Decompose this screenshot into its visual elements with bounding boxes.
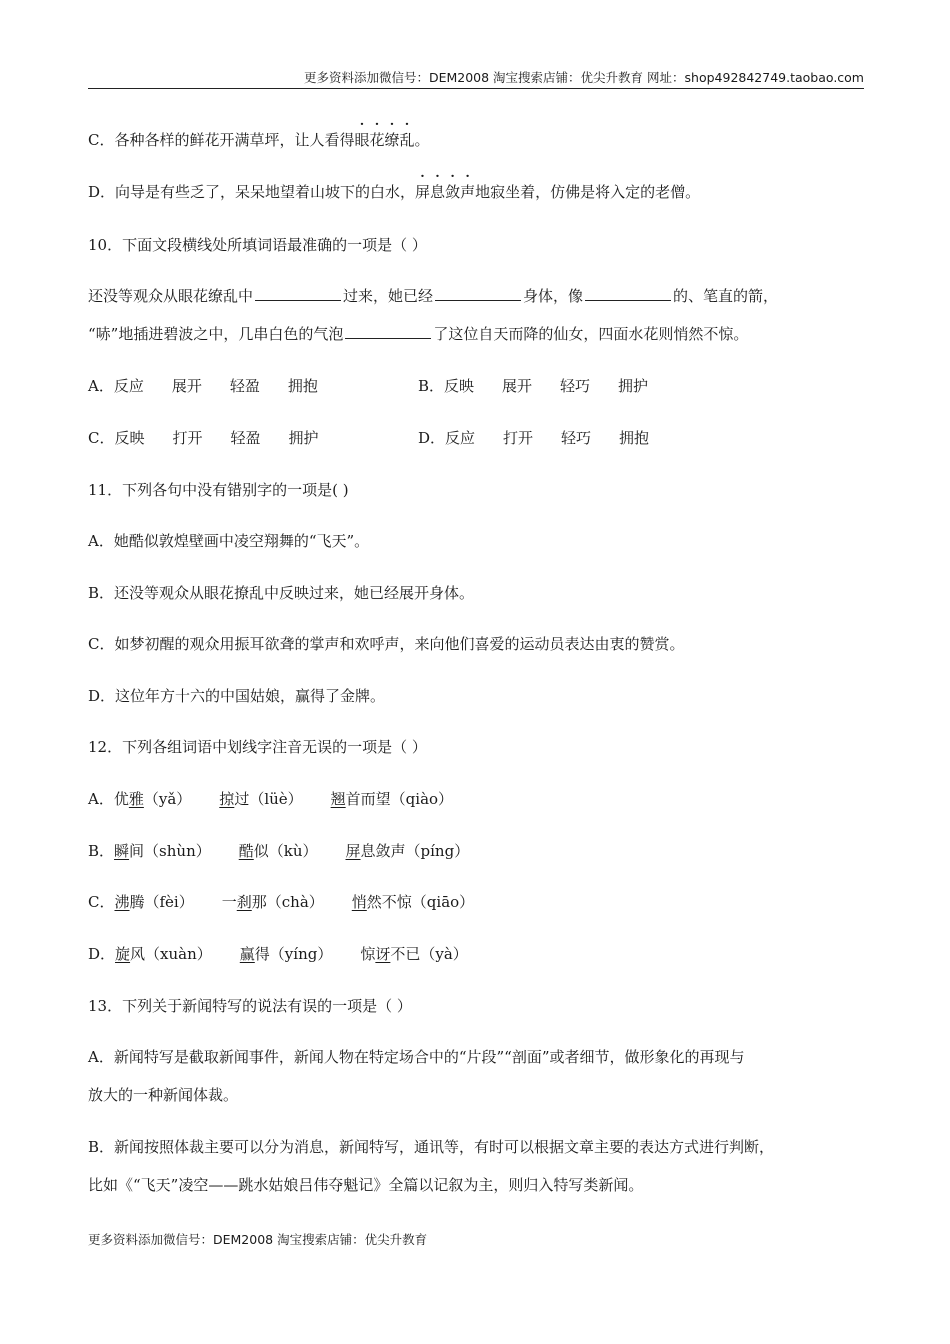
dotted-char: 缭	[384, 131, 400, 149]
q12-option-b	[88, 841, 469, 861]
dotted-char: 敛	[445, 183, 461, 201]
q12-stem: 12．下列各组词语中划线字注音无误的一项是（ ）	[88, 738, 427, 756]
passage-text: 还没等观众从眼花缭乱中	[88, 287, 254, 305]
option-label: B．	[88, 842, 115, 860]
underlined-char: 沸	[114, 893, 130, 911]
q11-option-d: D．这位年方十六的中国姑娘，赢得了金牌。	[88, 687, 386, 705]
q10-option-d	[418, 428, 677, 448]
underlined-char: 旋	[115, 945, 131, 963]
q13-option-a-line-2: 放大的一种新闻体裁。	[88, 1086, 239, 1104]
underlined-char: 刹	[236, 893, 252, 911]
q11-option-c: C．如梦初醒的观众用振耳欲聋的掌声和欢呼声，来向他们喜爱的运动员表达由衷的赞赏。	[88, 635, 685, 653]
option-word: 拥抱	[287, 377, 318, 395]
dotted-char: 乱	[399, 131, 415, 149]
passage-text: 过来，她已经	[343, 287, 434, 305]
q11-stem: 11．下列各句中没有错别字的一项是( )	[88, 481, 349, 499]
q13-stem: 13．下列关于新闻特写的说法有误的一项是（ ）	[88, 997, 412, 1015]
option-word: 展开	[502, 377, 533, 395]
page-footer: 更多资料添加微信号：DEM2008 淘宝搜索店铺：优尖升教育	[88, 1232, 428, 1247]
dotted-char: 声	[460, 183, 476, 201]
item-text: 得（yíng）	[254, 945, 333, 963]
q9-c-prefix: C．各种各样的鲜花开满草坪，让人看得	[88, 131, 355, 149]
option-label: A．	[88, 377, 114, 395]
option-word: 反映	[444, 377, 475, 395]
option-word: 轻盈	[230, 429, 261, 447]
fill-blank	[345, 324, 431, 339]
passage-text: 身体，像	[523, 287, 584, 305]
option-word: 反应	[445, 429, 476, 447]
passage-text: “哧”地插进碧波之中，几串白色的气泡	[88, 325, 344, 343]
underlined-char: 雅	[128, 790, 144, 808]
q9-option-d	[88, 182, 700, 202]
item-text: 那（chà）	[251, 893, 324, 911]
item-text: 似（kù）	[253, 842, 318, 860]
item-text: 优	[113, 790, 129, 808]
option-word: 轻巧	[560, 377, 591, 395]
item-text: 间（shùn）	[129, 842, 211, 860]
underlined-char: 酷	[238, 842, 254, 860]
option-word: 拥护	[288, 429, 319, 447]
dotted-char: 眼	[354, 131, 370, 149]
option-label: C．	[88, 893, 115, 911]
passage-text: 了这位自天而降的仙女，四面水花则悄然不惊。	[433, 325, 749, 343]
item-text: 然不惊（qiāo）	[366, 893, 475, 911]
underlined-char: 掠	[219, 790, 235, 808]
underlined-char: 翘	[330, 790, 346, 808]
item-text: （yǎ）	[143, 790, 192, 808]
page-header: 更多资料添加微信号：DEM2008 淘宝搜索店铺：优尖升教育 网址：shop492842749.taobao.com	[303, 70, 864, 85]
item-text: 惊	[360, 945, 376, 963]
fill-blank	[585, 286, 671, 301]
header-divider	[88, 88, 864, 89]
option-word: 拥抱	[619, 429, 650, 447]
item-text: 息敛声（píng）	[360, 842, 470, 860]
option-word: 反应	[113, 377, 144, 395]
q10-stem: 10．下面文段横线处所填词语最准确的一项是（ ）	[88, 236, 427, 254]
option-label: B．	[418, 377, 445, 395]
option-word: 轻巧	[561, 429, 592, 447]
option-word: 拥护	[618, 377, 649, 395]
underlined-char: 瞬	[114, 842, 130, 860]
passage-text: 的、笔直的箭，	[673, 287, 779, 305]
q9-d-prefix: D．向导是有些乏了，呆呆地望着山坡下的白水，	[88, 183, 416, 201]
q11-option-b: B．还没等观众从眼花撩乱中反映过来，她已经展开身体。	[88, 584, 475, 602]
item-text: 腾（fèi）	[129, 893, 194, 911]
q13-option-a-line-1: A．新闻特写是截取新闻事件，新闻人物在特定场合中的“片段”“剖面”或者细节，做形象化的再现与	[88, 1048, 745, 1066]
q10-passage-line-1	[88, 286, 778, 306]
option-word: 打开	[172, 429, 203, 447]
fill-blank	[435, 286, 521, 301]
dotted-char: 屏	[415, 183, 431, 201]
option-label: D．	[88, 945, 116, 963]
dotted-char: 花	[369, 131, 385, 149]
option-word: 轻盈	[229, 377, 260, 395]
q9-d-suffix: 地寂坐着，仿佛是将入定的老僧。	[475, 183, 701, 201]
underlined-char: 屏	[345, 842, 361, 860]
dotted-char: 息	[430, 183, 446, 201]
option-label: D．	[418, 429, 446, 447]
q9-c-suffix: 。	[414, 131, 430, 149]
q10-options-row-1	[88, 376, 649, 396]
item-text: 过（lüè）	[234, 790, 303, 808]
q12-option-d	[88, 944, 468, 964]
item-text: 一	[221, 893, 237, 911]
q9-option-c	[88, 130, 430, 150]
item-text: 风（xuàn）	[130, 945, 212, 963]
q11-option-a: A．她酷似敦煌壁画中凌空翔舞的“飞天”。	[88, 532, 370, 550]
option-label: A．	[88, 790, 114, 808]
fill-blank	[255, 286, 341, 301]
option-word: 展开	[171, 377, 202, 395]
item-text: 不已（yà）	[390, 945, 468, 963]
q10-option-b	[418, 376, 676, 396]
item-text: 首而望（qiào）	[345, 790, 454, 808]
underlined-char: 赢	[239, 945, 255, 963]
underlined-char: 讶	[375, 945, 391, 963]
option-word: 反映	[114, 429, 145, 447]
q12-option-c	[88, 892, 474, 912]
option-word: 打开	[503, 429, 534, 447]
q10-passage-line-2	[88, 324, 748, 344]
q13-option-b-line-2: 比如《“飞天”凌空——跳水姑娘吕伟夺魁记》全篇以记叙为主，则归入特写类新闻。	[88, 1176, 644, 1194]
q10-options-row-2	[88, 428, 650, 448]
option-label: C．	[88, 429, 115, 447]
underlined-char: 悄	[351, 893, 367, 911]
q13-option-b-line-1: B．新闻按照体裁主要可以分为消息，新闻特写，通讯等，有时可以根据文章主要的表达方式进行判断，	[88, 1138, 775, 1156]
q12-option-a	[88, 789, 453, 809]
